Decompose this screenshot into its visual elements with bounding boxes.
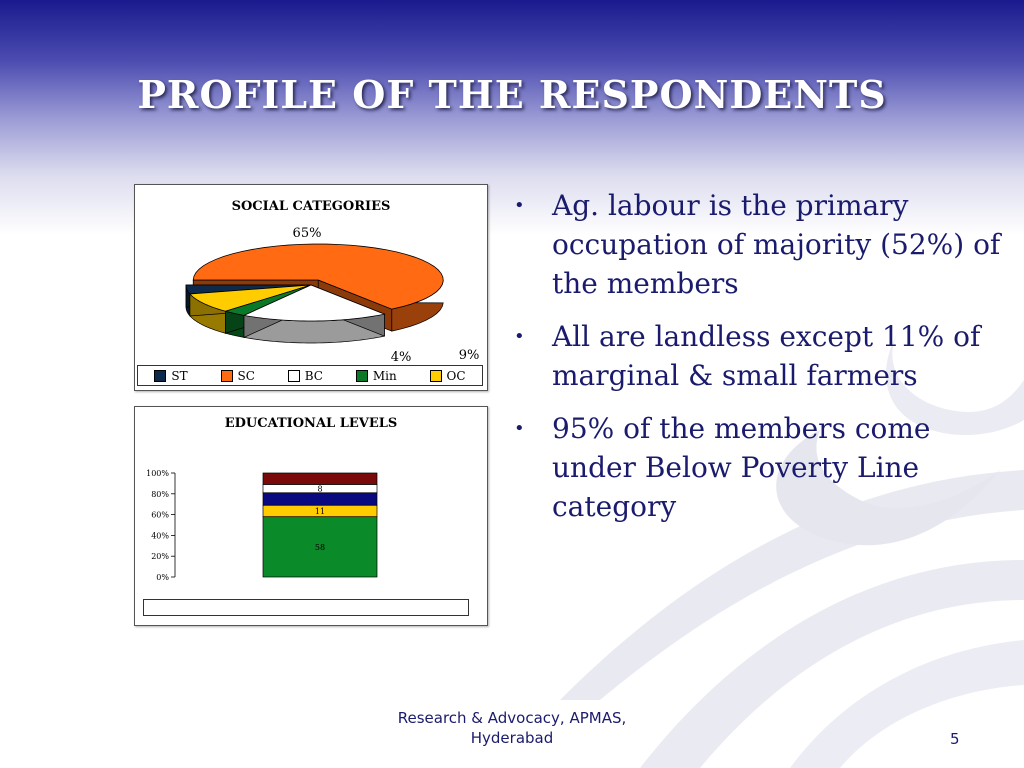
pie-data-label: 4% <box>390 350 412 365</box>
footer-line-2: Hyderabad <box>470 729 554 747</box>
bar-segment-high-school <box>263 473 377 484</box>
bullet-dot-icon: • <box>514 326 525 347</box>
pie-chart-canvas <box>135 185 487 365</box>
educational-levels-chart <box>134 406 488 626</box>
bar-segment-primary <box>263 493 377 505</box>
legend-label: Min <box>372 368 397 383</box>
legend-item <box>288 369 323 383</box>
legend-swatch <box>430 370 442 382</box>
bar-data-label: 11 <box>314 506 326 516</box>
legend-swatch <box>221 370 233 382</box>
bullet-text: All are landless except 11% of marginal & small farmers <box>552 320 981 392</box>
legend-swatch <box>154 370 166 382</box>
bullet-item <box>512 186 1012 303</box>
legend-label: OC <box>446 368 466 383</box>
y-tick-label: 0% <box>156 573 169 582</box>
pie-chart-title: SOCIAL CATEGORIES <box>231 199 391 214</box>
bullet-dot-icon: • <box>514 195 525 216</box>
social-categories-chart <box>134 184 488 391</box>
bullet-dot-icon: • <box>514 418 525 439</box>
y-tick-label: 20% <box>151 552 169 562</box>
y-tick-label: 100% <box>146 469 169 478</box>
legend-label: SC <box>237 368 255 383</box>
bar-chart-canvas <box>135 407 487 597</box>
legend-label: BC <box>304 368 323 383</box>
bar-data-label: 58 <box>314 542 326 552</box>
legend-swatch <box>288 370 300 382</box>
legend-label: ST <box>171 368 188 383</box>
legend-item <box>154 369 187 383</box>
footer-line-1: Research & Advocacy, APMAS, <box>397 709 627 727</box>
pie-data-label: 65% <box>292 226 322 241</box>
bullet-text: Ag. labour is the primary occupation of majority (52%) of the members <box>552 189 1001 300</box>
legend-swatch <box>356 370 368 382</box>
bar-legend <box>143 599 469 616</box>
y-tick-label: 40% <box>151 531 169 541</box>
legend-item <box>356 369 397 383</box>
bullet-list <box>512 186 1012 540</box>
pie-group <box>186 244 443 343</box>
footer <box>380 708 644 748</box>
bar-data-label: 8 <box>317 484 323 494</box>
legend-item <box>221 369 255 383</box>
bullet-item <box>512 409 1012 526</box>
bullet-text: 95% of the members come under Below Poverty Line category <box>552 412 931 523</box>
bullet-item <box>512 317 1012 395</box>
legend-item <box>430 369 466 383</box>
bar-chart-title: EDUCATIONAL LEVELS <box>224 416 398 431</box>
pie-data-label: 9% <box>458 348 480 363</box>
y-tick-label: 80% <box>151 489 169 499</box>
y-tick-label: 60% <box>151 510 169 520</box>
slide-title: PROFILE OF THE RESPONDENTS <box>137 72 887 117</box>
page-number: 5 <box>950 730 960 748</box>
pie-legend <box>137 365 483 386</box>
